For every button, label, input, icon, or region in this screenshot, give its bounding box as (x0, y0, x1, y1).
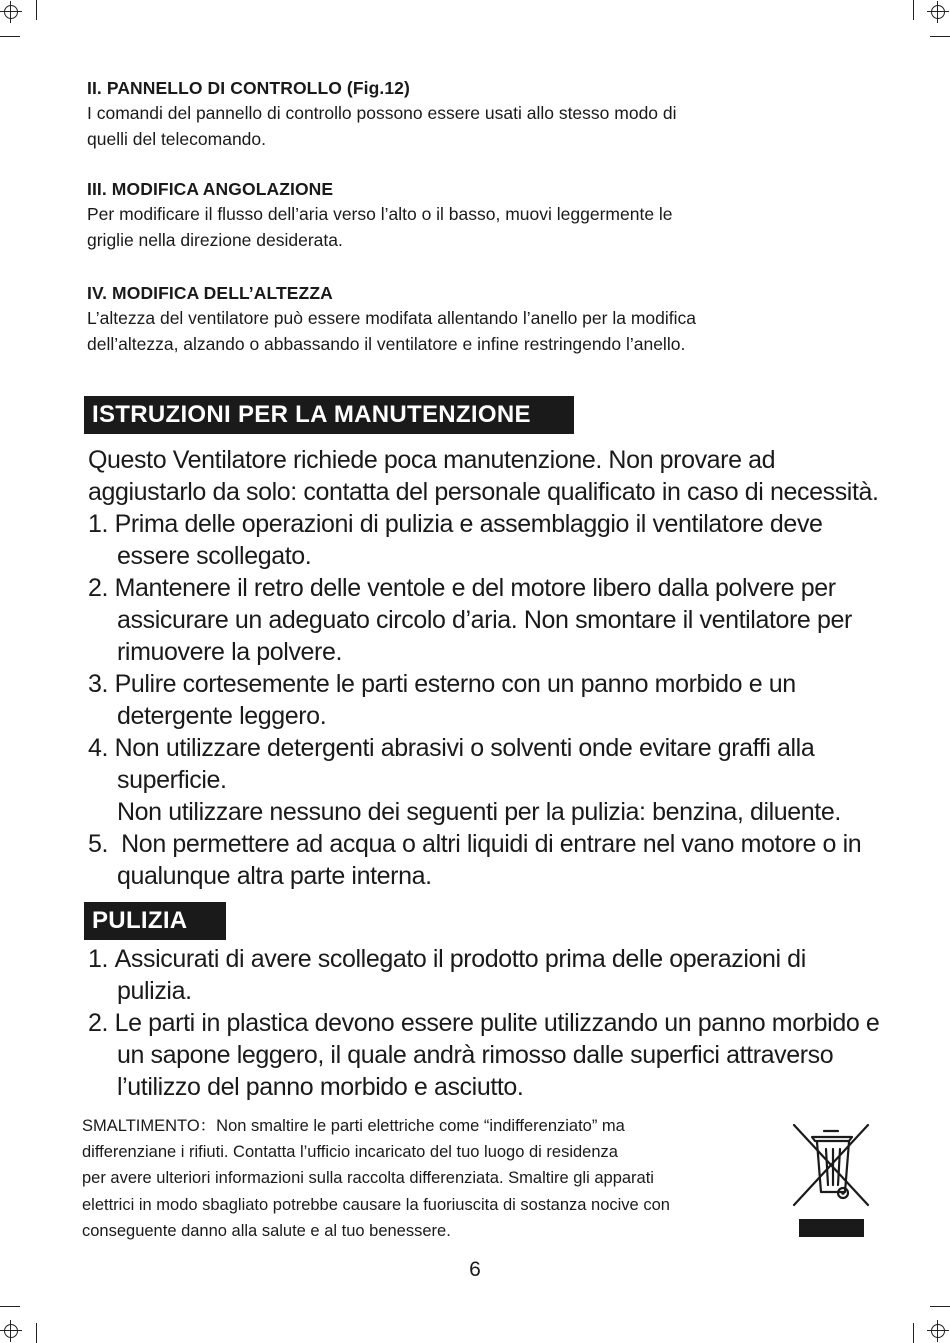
maintenance-header: ISTRUZIONI PER LA MANUTENZIONE (84, 396, 574, 434)
trim-line (0, 1306, 20, 1307)
item-line: un sapone leggero, il quale andrà rimosso dalle superfici attraverso (117, 1041, 834, 1069)
crop-mark-top-left (0, 1, 22, 23)
crop-mark-top-right (927, 1, 949, 23)
item-line: l’utilizzo del panno morbido e asciutto. (117, 1073, 524, 1101)
item-line: Assicurati di avere scollegato il prodotto prima delle operazioni di (114, 945, 806, 973)
item-line: rimuovere la polvere. (117, 638, 343, 666)
section-line: griglie nella direzione desiderata. (87, 230, 343, 250)
section-angle (87, 177, 867, 253)
intro-line: aggiustarlo da solo: contatta del personale qualificato in caso di necessità. (88, 478, 879, 506)
item-number: 3. (88, 670, 115, 698)
section-title: IV. MODIFICA DELL’ALTEZZA (87, 283, 333, 303)
item-line: assicurare un adeguato circolo d’aria. Non smontare il ventilatore per (117, 606, 852, 634)
list-item (88, 828, 888, 860)
trim-line (36, 0, 37, 20)
list-item (88, 943, 888, 975)
disposal-line: elettrici in modo sbagliato potrebbe causare la fuoriuscita di sostanza nocive con (82, 1195, 670, 1214)
item-number: 4. (88, 734, 115, 762)
list-item (88, 1007, 888, 1039)
trim-line (913, 0, 914, 20)
bin-solid-bar (799, 1219, 864, 1237)
trim-line (930, 36, 950, 37)
section-line: dell’altezza, alzando o abbassando il ventilatore e infine restringendo l’anello. (87, 334, 686, 354)
item-line: Pulire cortesemente le parti esterno con un panno morbido e un (114, 670, 796, 698)
item-line: Prima delle operazioni di pulizia e assemblaggio il ventilatore deve (114, 510, 823, 538)
item-line: Mantenere il retro delle ventole e del motore libero dalla polvere per (114, 574, 836, 602)
section-height (87, 281, 867, 357)
trim-line (930, 1306, 950, 1307)
section-title: III. MODIFICA ANGOLAZIONE (87, 179, 334, 199)
section-line: quelli del telecomando. (87, 129, 267, 149)
disposal-line: differenziane i rifiuti. Contatta l’ufficio incaricato del tuo luogo di residenza (82, 1143, 618, 1162)
disposal-line: per avere ulteriori informazioni sulla raccolta differenziata. Smaltire gli apparati (82, 1169, 654, 1188)
item-number: 5. (88, 830, 122, 858)
item-line: essere scollegato. (117, 542, 312, 570)
item-number: 2. (88, 574, 115, 602)
cleaning-header: PULIZIA (84, 902, 226, 940)
trim-line (36, 1323, 37, 1343)
item-number: 1. (88, 945, 115, 973)
item-line: Le parti in plastica devono essere pulite utilizzando un panno morbido e (114, 1009, 880, 1037)
disposal-note (82, 1113, 782, 1244)
maintenance-body (88, 444, 888, 892)
crossed-out-wheelie-bin-icon (790, 1121, 872, 1211)
list-item (88, 732, 888, 764)
page-number: 6 (469, 1258, 481, 1281)
section-line: I comandi del pannello di controllo possono essere usati allo stesso modo di (87, 103, 677, 123)
list-item (88, 572, 888, 604)
crop-mark-bottom-left (0, 1320, 22, 1342)
item-line: pulizia. (117, 977, 192, 1005)
crop-mark-bottom-right (927, 1320, 949, 1342)
trim-line (913, 1323, 914, 1343)
section-line: Per modificare il flusso dell’aria verso l’alto o il basso, muovi leggermente le (87, 204, 673, 224)
section-title: II. PANNELLO DI CONTROLLO (Fig.12) (87, 78, 410, 98)
item-line: Non utilizzare nessuno dei seguenti per la pulizia: benzina, diluente. (117, 798, 841, 826)
item-line: detergente leggero. (117, 702, 327, 730)
disposal-line: SMALTIMENTO：Non smaltire le parti elettriche come “indifferenziato” ma (82, 1117, 625, 1135)
disposal-line: conseguente danno alla salute e al tuo benessere. (82, 1221, 451, 1240)
section-control-panel (87, 76, 867, 152)
intro-line: Questo Ventilatore richiede poca manutenzione. Non provare ad (88, 446, 776, 474)
trim-line (0, 36, 20, 37)
list-item (88, 508, 888, 540)
item-line: qualunque altra parte interna. (117, 862, 432, 890)
cleaning-body (88, 943, 888, 1103)
item-line: Non permettere ad acqua o altri liquidi di entrare nel vano motore o in (121, 830, 862, 858)
item-line: Non utilizzare detergenti abrasivi o solventi onde evitare graffi alla (114, 734, 815, 762)
item-number: 1. (88, 510, 115, 538)
item-line: superficie. (117, 766, 227, 794)
list-item (88, 668, 888, 700)
item-number: 2. (88, 1009, 115, 1037)
section-line: L’altezza del ventilatore può essere modifata allentando l’anello per la modifica (87, 308, 696, 328)
